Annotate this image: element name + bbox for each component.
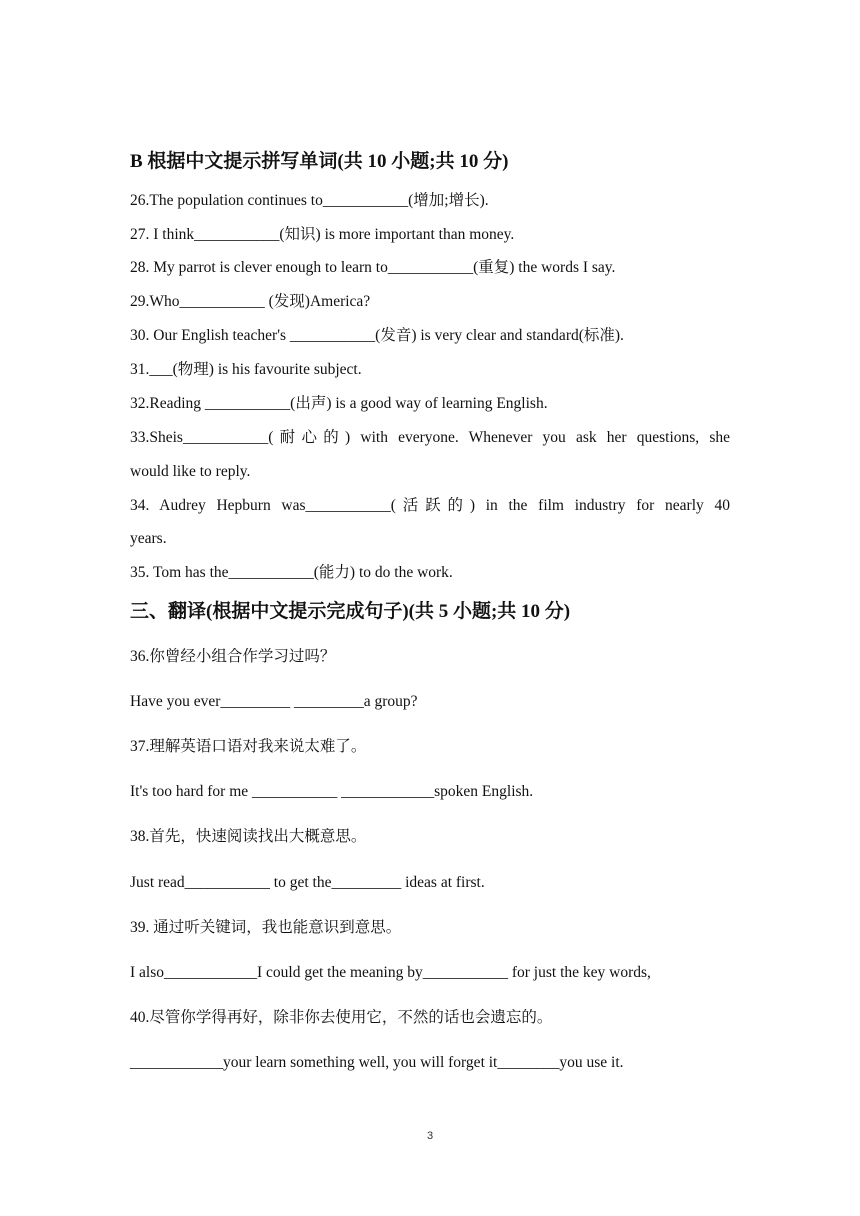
question-37-prompt: 37.理解英语口语对我来说太难了。 [130,738,367,755]
question-38-prompt: 38.首先，快速阅读找出大概意思。 [130,828,367,845]
section-3-heading: 三、翻译(根据中文提示完成句子)(共 5 小题;共 10 分) [130,601,571,622]
question-27: 27. I think___________(知识) is more important than money. [130,226,515,243]
question-36-answer: Have you ever_________ _________a group? [130,693,418,710]
question-30: 30. Our English teacher's ___________(发音) is very clear and standard(标准). [130,327,624,344]
question-35: 35. Tom has the___________(能力) to do the work. [130,564,453,581]
question-31: 31.___(物理) is his favourite subject. [130,361,362,378]
question-34-line-1: 34. Audrey Hepburn was___________(活跃的) in the film industry for nearly 40 [130,497,730,514]
question-29: 29.Who___________ (发现)America? [130,293,371,310]
question-40-prompt: 40.尽管你学得再好，除非你去使用它，不然的话也会遗忘的。 [130,1009,553,1026]
question-37-answer: It's too hard for me ___________ ____________spoken English. [130,783,534,800]
question-38-answer: Just read___________ to get the_________ ideas at first. [130,874,485,891]
question-28: 28. My parrot is clever enough to learn to___________(重复) the words I say. [130,259,616,276]
question-33-line-1: 33.Sheis___________(耐心的) with everyone. Whenever you ask her questions, she [130,429,730,446]
question-33-line-2: would like to reply. [130,463,251,480]
question-36-prompt: 36.你曾经小组合作学习过吗？ [130,648,336,665]
question-39-answer: I also____________I could get the meaning by___________ for just the key words, [130,964,651,981]
question-32: 32.Reading ___________(出声) is a good way of learning English. [130,395,548,412]
question-40-answer: ____________your learn something well, you will forget it________you use it. [130,1054,624,1071]
section-b-heading: B 根据中文提示拼写单词(共 10 小题;共 10 分) [130,151,509,172]
page-number: 3 [426,1130,434,1142]
question-34-line-2: years. [130,530,167,547]
question-39-prompt: 39. 通过听关键词，我也能意识到意思。 [130,919,402,936]
question-26: 26.The population continues to___________(增加;增长). [130,192,489,209]
